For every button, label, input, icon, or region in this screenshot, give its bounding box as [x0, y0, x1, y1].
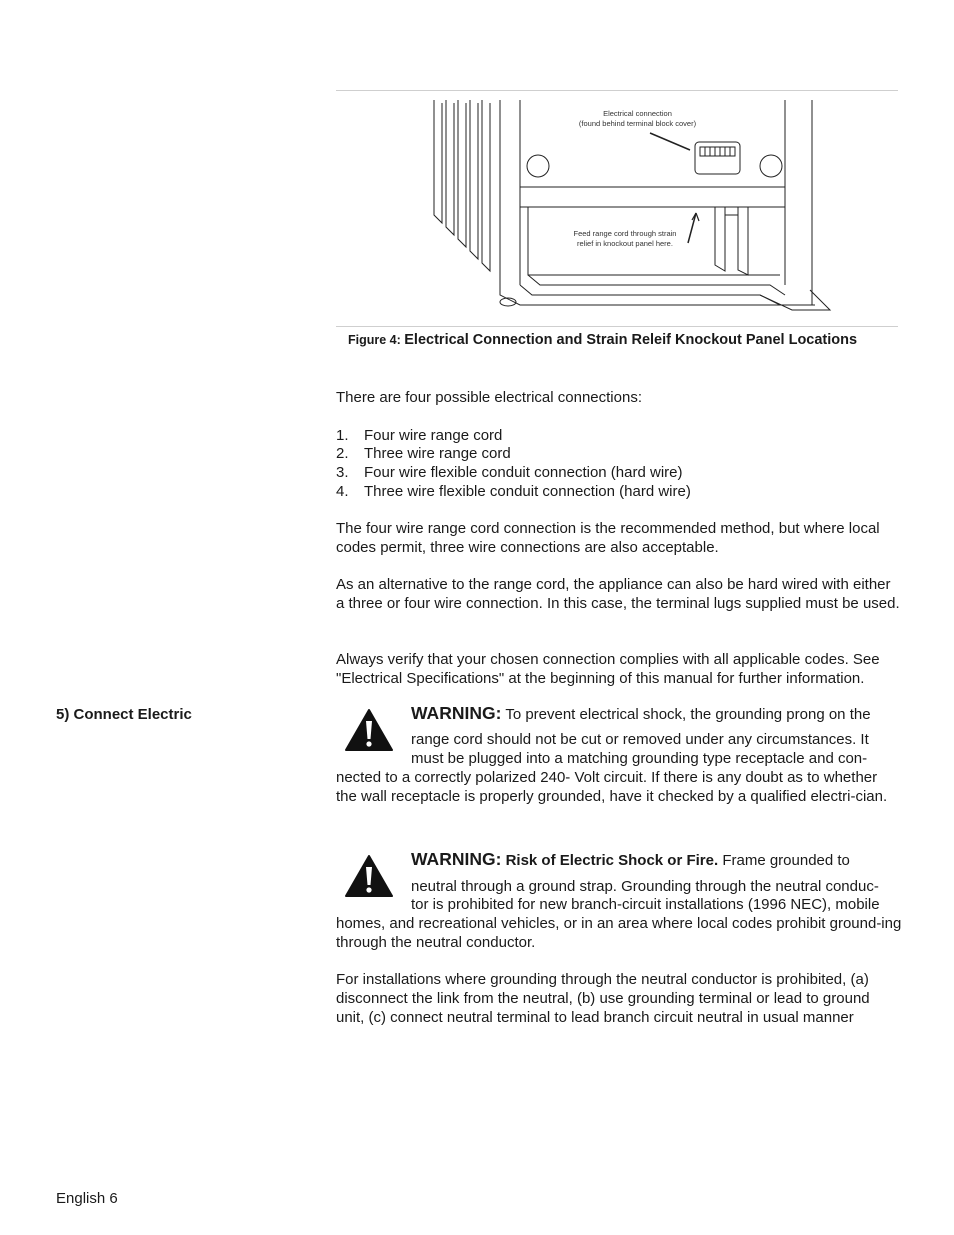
electrical-connection-label-line1: Electrical connection [603, 109, 672, 118]
electrical-connection-label-line2: (found behind terminal block cover) [578, 119, 697, 128]
strain-relief-label [555, 229, 695, 249]
warning-2-label: WARNING: [411, 849, 502, 869]
appliance-illustration [420, 95, 840, 325]
list-item-number: 4. [336, 483, 349, 500]
paragraph-hard-wire: As an alternative to the range cord, the appliance can also be hard wired with either a three or four wire connection. In this case, the terminal lugs supplied must be used. [336, 576, 900, 612]
top-rule [336, 90, 898, 91]
section-heading: 5) Connect Electric [56, 706, 192, 723]
list-item [336, 482, 691, 501]
paragraph-recommended-method: The four wire range cord connection is the recommended method, but where local codes permit, three wire connections are also acceptable. [336, 520, 880, 556]
list-item-number: 3. [336, 464, 349, 481]
warning-1-text-1: To prevent electrical shock, the grounding prong on the [505, 706, 871, 723]
figure-caption [348, 332, 908, 348]
page-footer: English 6 [56, 1190, 118, 1207]
list-item [336, 426, 502, 445]
warning-triangle-icon [344, 854, 394, 898]
warning-1-label: WARNING: [411, 703, 502, 723]
strain-relief-label-line2: relief in knockout panel here. [577, 239, 673, 248]
warning-2-line-1 [411, 850, 850, 870]
warning-2-continuation: homes, and recreational vehicles, or in an area where local codes prohibit ground-ing through the neutral conductor. [336, 915, 902, 951]
list-item [336, 463, 682, 482]
list-item [336, 444, 511, 463]
list-item-text: Three wire range cord [364, 445, 511, 462]
paragraph-grounding-instructions: For installations where grounding through the neutral conductor is prohibited, (a) disconnect the link from the neutral, (b) use grounding terminal or lead to ground unit, (c) connect neutral terminal to lead branch circuit neutral in usual manner [336, 971, 870, 1026]
warning-2-line-2: neutral through a ground strap. Grounding through the neutral conduc- [411, 878, 879, 895]
warning-1-line-1 [411, 704, 871, 724]
warning-triangle-icon [344, 708, 394, 752]
figure-caption-prefix: Figure 4: [348, 333, 405, 347]
paragraph-verify-codes: Always verify that your chosen connection complies with all applicable codes. See "Electrical Specifications" at the beginning of this manual for further information. [336, 651, 880, 687]
warning-1-continuation: nected to a correctly polarized 240- Volt circuit. If there is any doubt as to whether the wall receptacle is properly grounded, have it checked by a qualified electri-cian. [336, 769, 888, 805]
list-item-text: Three wire flexible conduit connection (hard wire) [364, 483, 691, 500]
warning-2-text-1: Frame grounded to [722, 852, 850, 869]
list-item-number: 1. [336, 427, 349, 444]
list-item-number: 2. [336, 445, 349, 462]
warning-2-line-3: tor is prohibited for new branch-circuit installations (1996 NEC), mobile [411, 896, 880, 913]
figure-caption-text: Electrical Connection and Strain Releif Knockout Panel Locations [404, 332, 858, 348]
figure-bottom-rule [336, 326, 898, 327]
warning-1-line-2: range cord should not be cut or removed under any circumstances. It [411, 731, 869, 748]
list-item-text: Four wire flexible conduit connection (hard wire) [364, 464, 683, 481]
list-item-text: Four wire range cord [364, 427, 503, 444]
electrical-connection-label [550, 109, 725, 129]
appliance-back-drawing [420, 95, 840, 325]
warning-2-subtitle: Risk of Electric Shock or Fire. [505, 852, 719, 869]
intro-paragraph: There are four possible electrical connections: [336, 389, 642, 406]
strain-relief-label-line1: Feed range cord through strain [573, 229, 677, 238]
warning-1-line-3: must be plugged into a matching grounding type receptacle and con- [411, 750, 868, 767]
